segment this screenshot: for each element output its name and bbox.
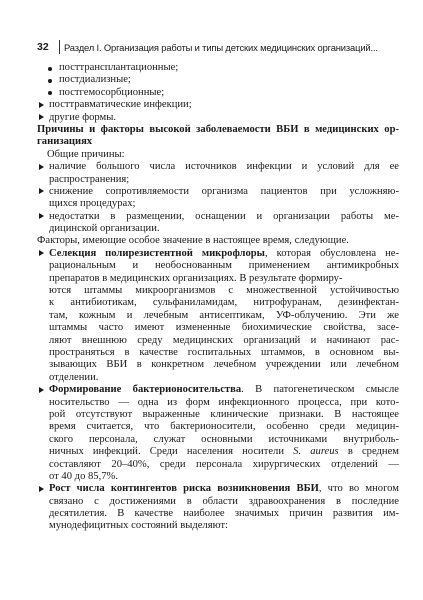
line-text: рациональным и необоснованным применением антимикробных	[49, 260, 399, 272]
line-text: посттравматические инфекции;	[49, 99, 192, 111]
text-line	[37, 223, 399, 235]
list-item-line	[37, 62, 399, 74]
list-item-line	[37, 161, 399, 173]
text-line	[37, 471, 399, 483]
line-text: недостатки в размещении, оснащении и организации работы ме-	[49, 210, 399, 222]
text-line	[37, 297, 399, 309]
line-text-tail: в среднем	[338, 446, 399, 458]
line-text: штаммы часто имеют измененные биохимические свойства, засе-	[49, 322, 399, 334]
line-text: десятилетия. В качестве наиболее значимых причин развития им-	[49, 508, 399, 520]
bold-lead: Рост числа контингентов риска возникновения ВБИ	[49, 483, 319, 495]
text-line	[37, 273, 399, 285]
text-line	[37, 285, 399, 297]
text-line	[37, 322, 399, 334]
text-line	[37, 136, 399, 148]
text-line	[37, 347, 399, 359]
line-text: носительство — одна из форм инфекционного процесса, при кото-	[49, 396, 399, 408]
line-text: другие формы.	[49, 111, 116, 123]
list-item-line	[37, 483, 399, 495]
line-text: ляют внешнюю среду медицинских организаций и начинают рас-	[49, 334, 399, 346]
page-header	[37, 40, 399, 56]
text-line	[37, 310, 399, 322]
list-item-line	[37, 112, 399, 124]
page-number: 32	[37, 41, 49, 53]
text-line	[37, 372, 399, 384]
text-line	[37, 235, 399, 247]
page-body	[37, 62, 399, 533]
line-text: , что во многом	[318, 483, 399, 495]
bold-lead: Формирование бактерионосительства	[49, 384, 242, 396]
list-item-line	[37, 186, 399, 198]
text-line	[37, 496, 399, 508]
text-line	[37, 198, 399, 210]
text-line	[37, 421, 399, 433]
line-text: связано с достижениями в области здравоохранения в последние	[49, 495, 399, 507]
line-text: . В патогенетическом смысле	[241, 384, 399, 396]
bold-lead: Селекция полирезистентной микрофлоры	[49, 247, 265, 259]
list-item-line	[37, 248, 399, 260]
running-title: Раздел I. Организация работы и типы детских медицинских организаций...	[64, 42, 378, 53]
line-text: рой отсутствуют выраженные клинические признаки. В настоящее	[49, 408, 399, 420]
text-line	[37, 508, 399, 520]
text-line	[37, 359, 399, 371]
line-text: ются штаммы микроорганизмов с множественной устойчивостью	[49, 285, 399, 297]
text-line	[37, 434, 399, 446]
line-text: отделении.	[49, 371, 99, 383]
header-divider	[59, 40, 60, 54]
line-text: мунодефицитных состояний выделяют:	[49, 520, 228, 532]
text-line	[37, 459, 399, 471]
text-line	[37, 149, 399, 161]
line-text: ганизациях	[37, 136, 93, 148]
line-text: Общие причины:	[47, 148, 125, 160]
line-text: , которая обусловлена не-	[264, 247, 399, 259]
list-item-line	[37, 87, 399, 99]
line-text: зывающих ВБИ в конкретном лечебном учреждении или лечебном	[49, 359, 399, 371]
line-text: распространения;	[49, 173, 130, 185]
line-text: пространяться в качестве госпитальных штаммов, в основном вы-	[49, 346, 399, 358]
list-item-line	[37, 384, 399, 396]
list-item-line	[37, 99, 399, 111]
line-text: там, кожным и лечебным антисептикам, УФ-облучению. Эти же	[49, 309, 399, 321]
line-text: от 40 до 85,7%.	[49, 470, 119, 482]
line-text: к антибиотикам, сульфаниламидам, нитрофуранам, дезинфектан-	[49, 297, 399, 309]
line-text: время считается, что бактерионосители, особенно среди медицин-	[49, 421, 399, 433]
line-text: щихся процедурах;	[49, 198, 136, 210]
line-text: составляют 20–40%, среди персонала хирургических отделений —	[49, 458, 399, 470]
text-line	[37, 260, 399, 272]
list-item-line	[37, 211, 399, 223]
text-line	[37, 397, 399, 409]
text-line	[37, 446, 399, 458]
text-line	[37, 124, 399, 136]
line-text: дицинской организации.	[49, 223, 160, 235]
text-line	[37, 174, 399, 186]
text-line	[37, 409, 399, 421]
line-text: снижение сопротивляемости организма пациентов при усложняю-	[49, 185, 399, 197]
italic-term: S. aureus	[293, 446, 339, 458]
line-text: постгемосорбционные;	[59, 86, 165, 98]
list-item-line	[37, 74, 399, 86]
text-line	[37, 520, 399, 532]
line-text: ского персонала, служат основными источниками внутриболь-	[49, 433, 399, 445]
line-text: ничных инфекций. Среди населения носители	[49, 446, 294, 458]
line-text: посттрансплантационные;	[59, 62, 179, 73]
line-text: наличие большого числа источников инфекции и условий для ее	[49, 161, 399, 173]
line-text: постдиализные;	[59, 74, 131, 86]
line-text: препаратов в медицинских организациях. В результате формиру-	[49, 272, 343, 284]
text-line	[37, 335, 399, 347]
line-text: Причины и факторы высокой заболеваемости ВБИ в медицинских ор-	[37, 123, 399, 135]
line-text: Факторы, имеющие особое значение в настоящее время, следующие.	[37, 235, 349, 247]
